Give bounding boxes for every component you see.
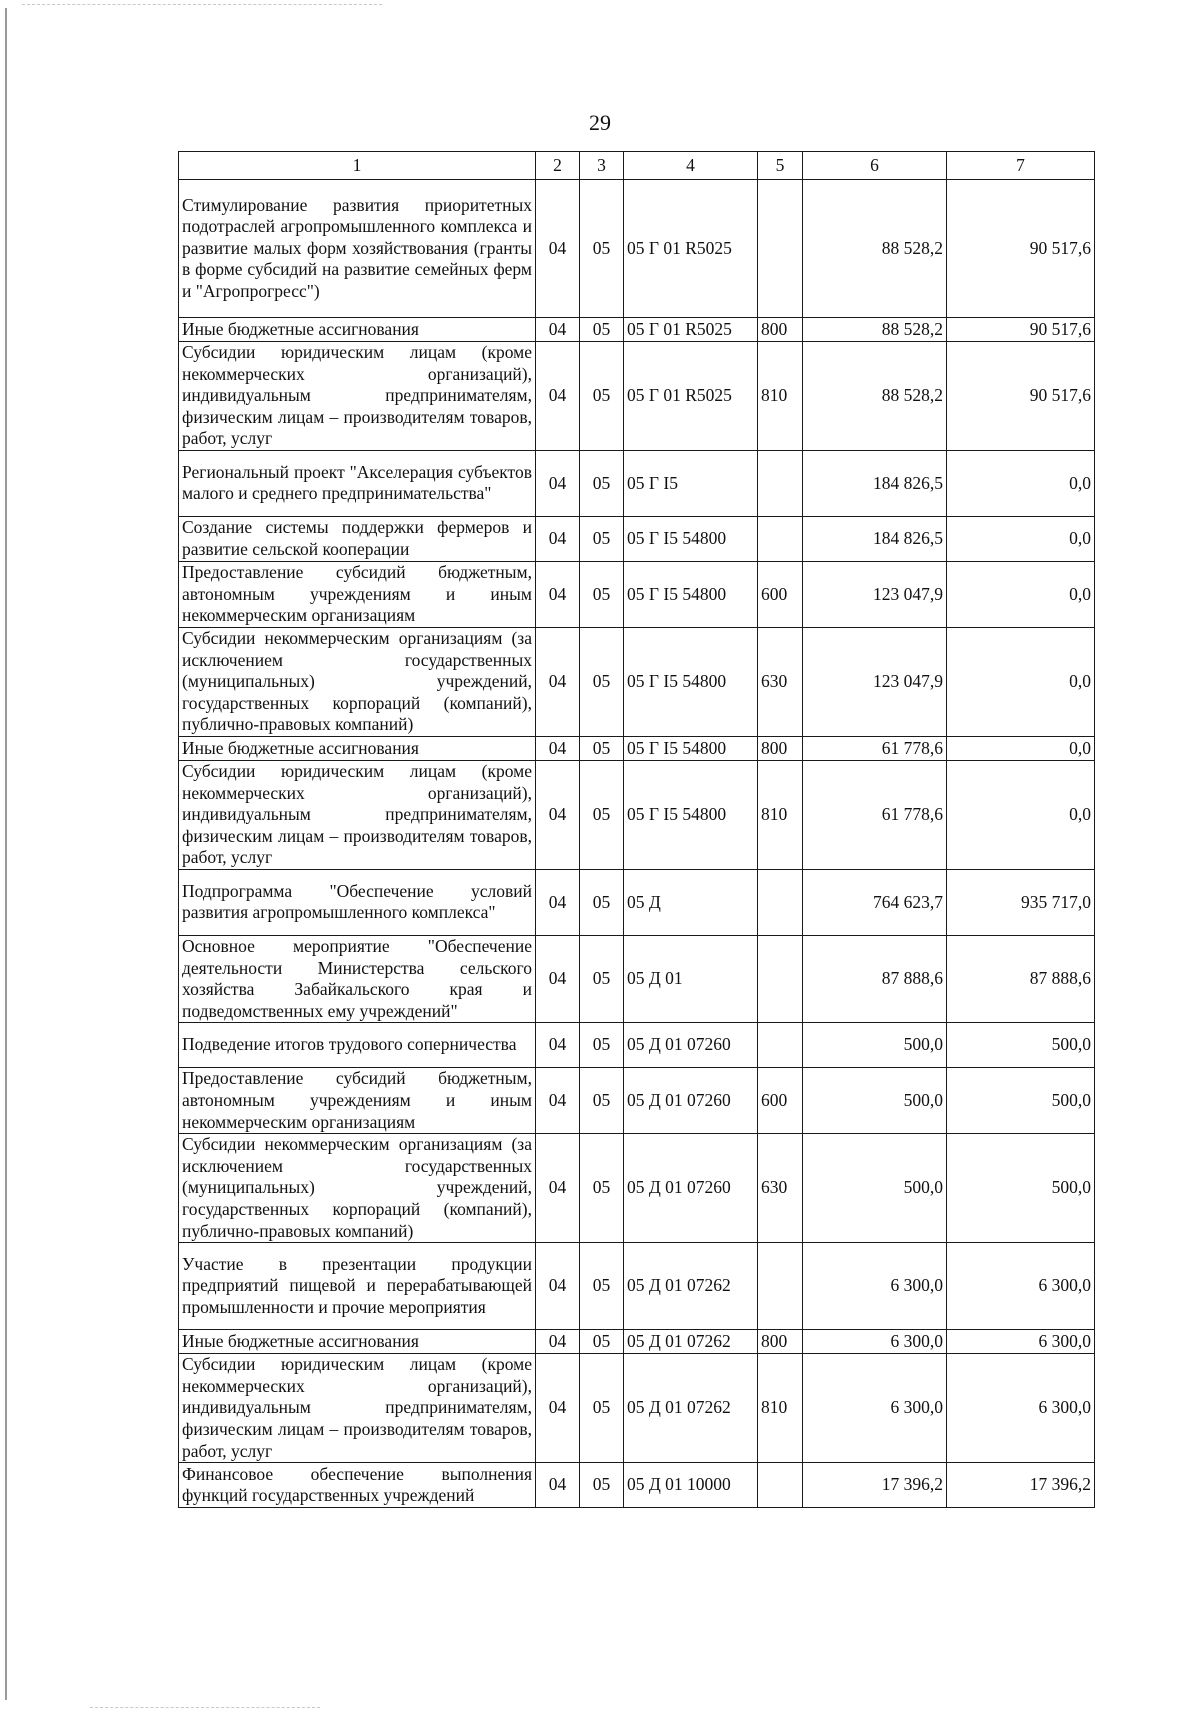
column-number: 2 (536, 152, 580, 180)
row-name-cell: Основное мероприятие "Обеспечение деятельности Министерства сельского хозяйства Забайкальского края и подведомственных ему учреждений" (179, 935, 536, 1022)
expense-type-cell (758, 1463, 803, 1508)
table-row (179, 561, 1095, 627)
amount-year2-cell: 500,0 (947, 1023, 1095, 1068)
section-code-cell: 04 (536, 180, 580, 318)
expense-type-cell: 600 (758, 1068, 803, 1134)
column-number: 4 (624, 152, 758, 180)
row-name-cell: Региональный проект "Акселерация субъектов малого и среднего предпринимательства" (179, 450, 536, 516)
section-code-cell: 04 (536, 935, 580, 1022)
amount-year1-cell: 88 528,2 (803, 180, 947, 318)
row-name-cell: Подпрограмма "Обеспечение условий развития агропромышленного комплекса" (179, 869, 536, 935)
expense-type-cell: 810 (758, 342, 803, 451)
amount-year2-cell: 90 517,6 (947, 342, 1095, 451)
subsection-code-cell: 05 (580, 450, 624, 516)
target-article-cell: 05 Д 01 07262 (624, 1354, 758, 1463)
amount-year2-cell: 17 396,2 (947, 1463, 1095, 1508)
table-row (179, 1243, 1095, 1330)
section-code-cell: 04 (536, 1330, 580, 1354)
target-article-cell: 05 Д 01 07260 (624, 1068, 758, 1134)
subsection-code-cell: 05 (580, 1023, 624, 1068)
amount-year1-cell: 17 396,2 (803, 1463, 947, 1508)
row-name-cell: Финансовое обеспечение выполнения функций государственных учреждений (179, 1463, 536, 1508)
expense-type-cell (758, 516, 803, 561)
row-name-cell: Субсидии юридическим лицам (кроме некоммерческих организаций), индивидуальным предпринимателям, физическим лицам – производителям товаров, работ, услуг (179, 1354, 536, 1463)
expense-type-cell: 810 (758, 1354, 803, 1463)
scan-artifact-bottom (90, 1707, 320, 1708)
subsection-code-cell: 05 (580, 318, 624, 342)
amount-year1-cell: 61 778,6 (803, 736, 947, 760)
target-article-cell: 05 Г I5 54800 (624, 627, 758, 736)
budget-allocation-table (178, 151, 1095, 1508)
section-code-cell: 04 (536, 1134, 580, 1243)
amount-year1-cell: 500,0 (803, 1134, 947, 1243)
table-row (179, 1354, 1095, 1463)
amount-year1-cell: 123 047,9 (803, 561, 947, 627)
column-number: 1 (179, 152, 536, 180)
target-article-cell: 05 Д 01 07262 (624, 1243, 758, 1330)
section-code-cell: 04 (536, 1243, 580, 1330)
amount-year1-cell: 61 778,6 (803, 760, 947, 869)
expense-type-cell (758, 935, 803, 1022)
target-article-cell: 05 Г I5 54800 (624, 561, 758, 627)
table-row (179, 516, 1095, 561)
subsection-code-cell: 05 (580, 736, 624, 760)
section-code-cell: 04 (536, 450, 580, 516)
amount-year2-cell: 0,0 (947, 450, 1095, 516)
target-article-cell: 05 Г 01 R5025 (624, 342, 758, 451)
row-name-cell: Иные бюджетные ассигнования (179, 736, 536, 760)
expense-type-cell: 810 (758, 760, 803, 869)
subsection-code-cell: 05 (580, 180, 624, 318)
amount-year2-cell: 87 888,6 (947, 935, 1095, 1022)
subsection-code-cell: 05 (580, 1243, 624, 1330)
column-number: 7 (947, 152, 1095, 180)
page-number: 29 (589, 110, 611, 135)
expense-type-cell (758, 450, 803, 516)
amount-year1-cell: 87 888,6 (803, 935, 947, 1022)
target-article-cell: 05 Д 01 07260 (624, 1023, 758, 1068)
amount-year1-cell: 500,0 (803, 1023, 947, 1068)
section-code-cell: 04 (536, 318, 580, 342)
target-article-cell: 05 Г 01 R5025 (624, 180, 758, 318)
target-article-cell: 05 Д 01 10000 (624, 1463, 758, 1508)
expense-type-cell: 630 (758, 1134, 803, 1243)
amount-year1-cell: 88 528,2 (803, 342, 947, 451)
amount-year2-cell: 0,0 (947, 516, 1095, 561)
amount-year1-cell: 6 300,0 (803, 1354, 947, 1463)
table-row (179, 1134, 1095, 1243)
column-number: 6 (803, 152, 947, 180)
table-row (179, 1023, 1095, 1068)
amount-year2-cell: 935 717,0 (947, 869, 1095, 935)
expense-type-cell: 800 (758, 318, 803, 342)
row-name-cell: Субсидии юридическим лицам (кроме некоммерческих организаций), индивидуальным предпринимателям, физическим лицам – производителям товаров, работ, услуг (179, 760, 536, 869)
row-name-cell: Предоставление субсидий бюджетным, автономным учреждениям и иным некоммерческим организациям (179, 561, 536, 627)
subsection-code-cell: 05 (580, 342, 624, 451)
table-row (179, 1330, 1095, 1354)
subsection-code-cell: 05 (580, 760, 624, 869)
row-name-cell: Субсидии некоммерческим организациям (за исключением государственных (муниципальных) учреждений, государственных корпораций (компаний), публично-правовых компаний) (179, 1134, 536, 1243)
subsection-code-cell: 05 (580, 1463, 624, 1508)
column-number: 5 (758, 152, 803, 180)
expense-type-cell: 600 (758, 561, 803, 627)
section-code-cell: 04 (536, 1463, 580, 1508)
table-row (179, 1068, 1095, 1134)
row-name-cell: Стимулирование развития приоритетных подотраслей агропромышленного комплекса и развитие малых форм хозяйствования (гранты в форме субсидий на развитие семейных ферм и "Агропрогресс") (179, 180, 536, 318)
subsection-code-cell: 05 (580, 516, 624, 561)
table-row (179, 450, 1095, 516)
table-row (179, 760, 1095, 869)
target-article-cell: 05 Г I5 54800 (624, 516, 758, 561)
amount-year1-cell: 184 826,5 (803, 516, 947, 561)
expense-type-cell (758, 1243, 803, 1330)
amount-year2-cell: 6 300,0 (947, 1330, 1095, 1354)
row-name-cell: Предоставление субсидий бюджетным, автономным учреждениям и иным некоммерческим организациям (179, 1068, 536, 1134)
subsection-code-cell: 05 (580, 627, 624, 736)
section-code-cell: 04 (536, 627, 580, 736)
amount-year2-cell: 90 517,6 (947, 318, 1095, 342)
amount-year1-cell: 764 623,7 (803, 869, 947, 935)
subsection-code-cell: 05 (580, 935, 624, 1022)
scan-artifact-top (22, 4, 382, 5)
section-code-cell: 04 (536, 760, 580, 869)
amount-year2-cell: 0,0 (947, 627, 1095, 736)
section-code-cell: 04 (536, 869, 580, 935)
row-name-cell: Субсидии некоммерческим организациям (за исключением государственных (муниципальных) учреждений, государственных корпораций (компаний), публично-правовых компаний) (179, 627, 536, 736)
scan-page-edge (5, 8, 7, 1700)
target-article-cell: 05 Г 01 R5025 (624, 318, 758, 342)
subsection-code-cell: 05 (580, 869, 624, 935)
target-article-cell: 05 Д (624, 869, 758, 935)
column-number-row (179, 152, 1095, 180)
amount-year2-cell: 90 517,6 (947, 180, 1095, 318)
subsection-code-cell: 05 (580, 1068, 624, 1134)
expense-type-cell: 800 (758, 736, 803, 760)
row-name-cell: Участие в презентации продукции предприятий пищевой и перерабатывающей промышленности и прочие мероприятия (179, 1243, 536, 1330)
expense-type-cell (758, 1023, 803, 1068)
table-row (179, 318, 1095, 342)
target-article-cell: 05 Г I5 54800 (624, 736, 758, 760)
target-article-cell: 05 Д 01 07262 (624, 1330, 758, 1354)
amount-year1-cell: 123 047,9 (803, 627, 947, 736)
subsection-code-cell: 05 (580, 561, 624, 627)
amount-year2-cell: 500,0 (947, 1134, 1095, 1243)
column-number: 3 (580, 152, 624, 180)
row-name-cell: Подведение итогов трудового соперничества (179, 1023, 536, 1068)
table-row (179, 935, 1095, 1022)
target-article-cell: 05 Г I5 (624, 450, 758, 516)
table-row (179, 1463, 1095, 1508)
target-article-cell: 05 Д 01 07260 (624, 1134, 758, 1243)
expense-type-cell: 630 (758, 627, 803, 736)
amount-year2-cell: 0,0 (947, 736, 1095, 760)
amount-year1-cell: 184 826,5 (803, 450, 947, 516)
table-row (179, 869, 1095, 935)
section-code-cell: 04 (536, 516, 580, 561)
subsection-code-cell: 05 (580, 1354, 624, 1463)
table-row (179, 627, 1095, 736)
section-code-cell: 04 (536, 342, 580, 451)
expense-type-cell (758, 180, 803, 318)
section-code-cell: 04 (536, 561, 580, 627)
row-name-cell: Субсидии юридическим лицам (кроме некоммерческих организаций), индивидуальным предпринимателям, физическим лицам – производителям товаров, работ, услуг (179, 342, 536, 451)
row-name-cell: Иные бюджетные ассигнования (179, 318, 536, 342)
amount-year2-cell: 6 300,0 (947, 1354, 1095, 1463)
subsection-code-cell: 05 (580, 1330, 624, 1354)
amount-year1-cell: 6 300,0 (803, 1330, 947, 1354)
amount-year2-cell: 500,0 (947, 1068, 1095, 1134)
amount-year2-cell: 0,0 (947, 760, 1095, 869)
table-row (179, 342, 1095, 451)
table-row (179, 180, 1095, 318)
target-article-cell: 05 Д 01 (624, 935, 758, 1022)
expense-type-cell: 800 (758, 1330, 803, 1354)
section-code-cell: 04 (536, 1354, 580, 1463)
amount-year2-cell: 6 300,0 (947, 1243, 1095, 1330)
amount-year1-cell: 88 528,2 (803, 318, 947, 342)
section-code-cell: 04 (536, 1068, 580, 1134)
subsection-code-cell: 05 (580, 1134, 624, 1243)
section-code-cell: 04 (536, 1023, 580, 1068)
section-code-cell: 04 (536, 736, 580, 760)
amount-year1-cell: 500,0 (803, 1068, 947, 1134)
target-article-cell: 05 Г I5 54800 (624, 760, 758, 869)
expense-type-cell (758, 869, 803, 935)
row-name-cell: Иные бюджетные ассигнования (179, 1330, 536, 1354)
amount-year1-cell: 6 300,0 (803, 1243, 947, 1330)
row-name-cell: Создание системы поддержки фермеров и развитие сельской кооперации (179, 516, 536, 561)
amount-year2-cell: 0,0 (947, 561, 1095, 627)
table-row (179, 736, 1095, 760)
